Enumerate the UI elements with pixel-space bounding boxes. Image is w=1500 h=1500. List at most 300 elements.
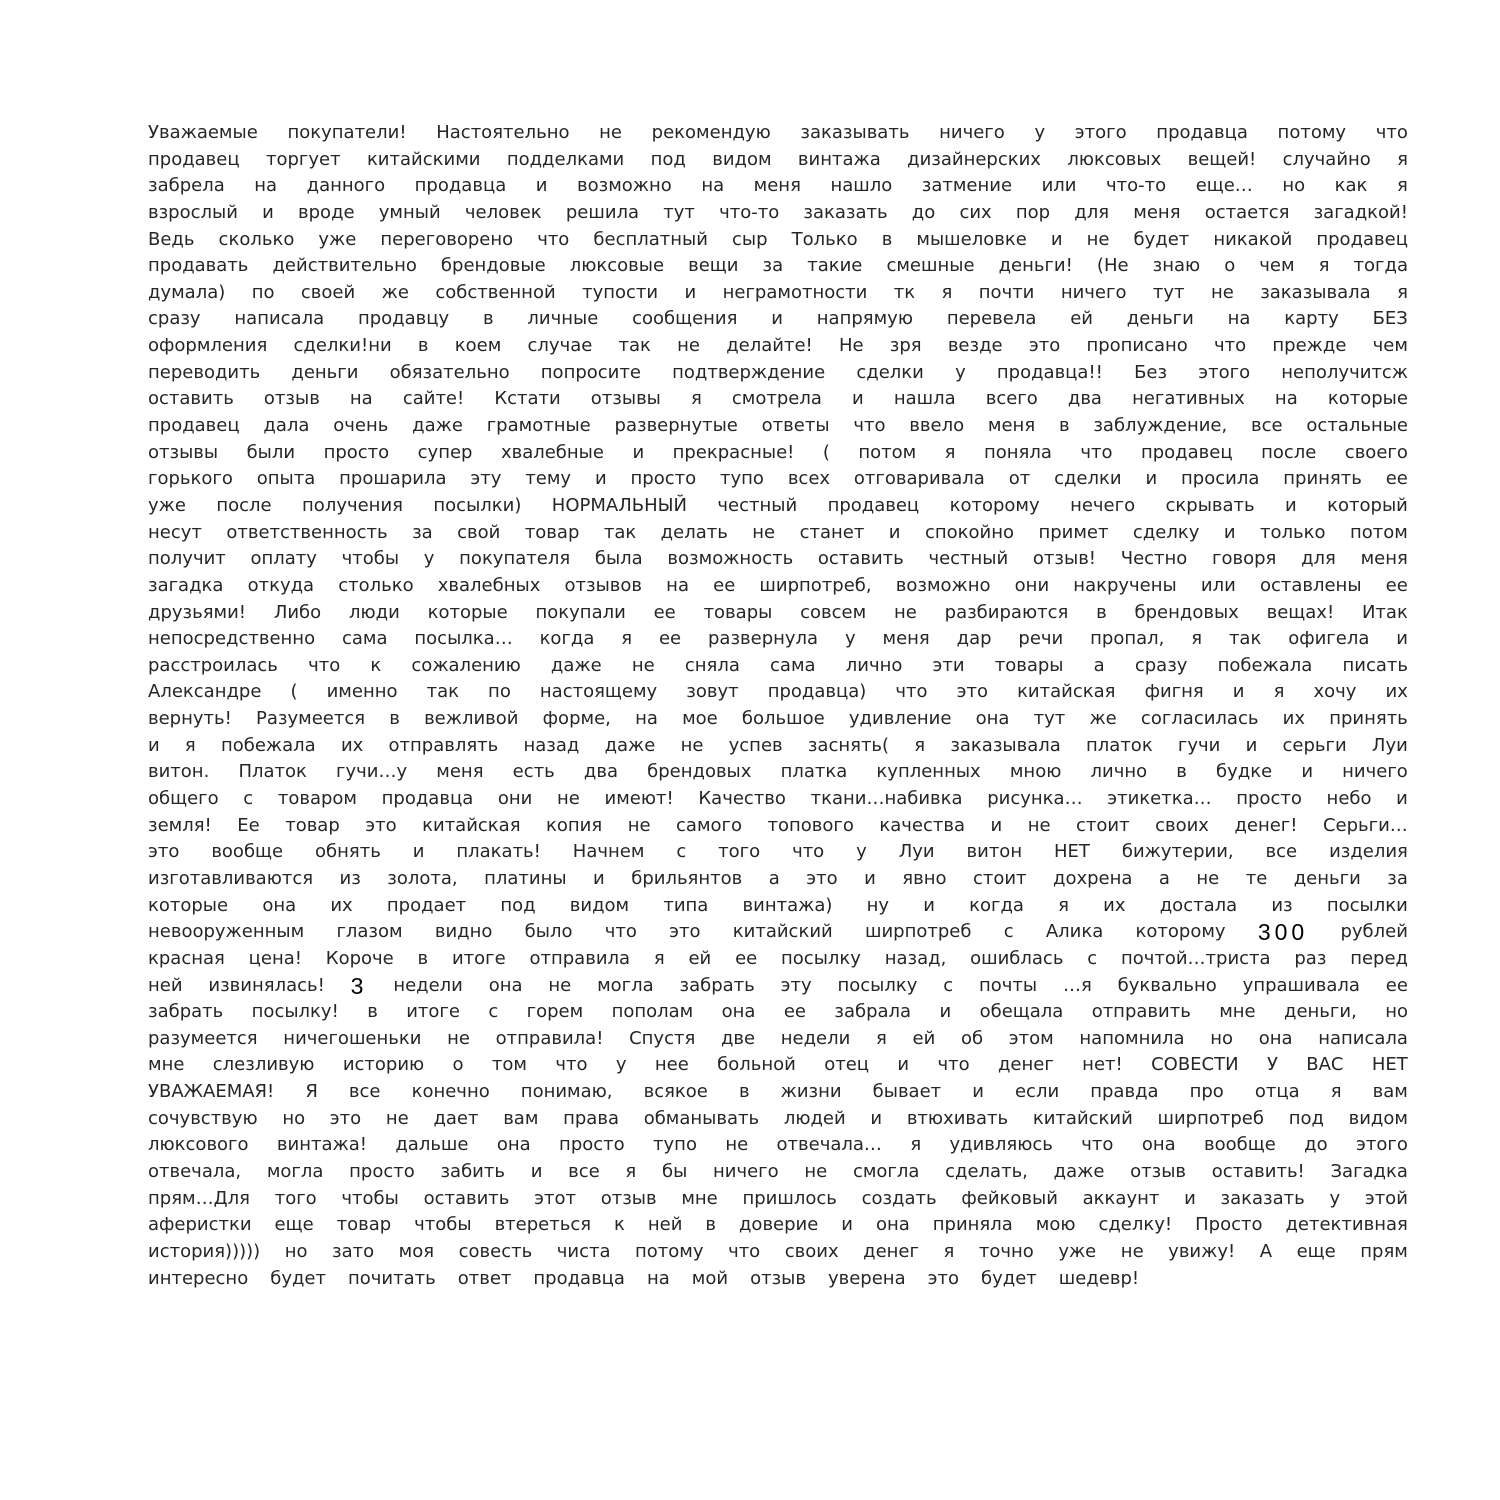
word: чтобы	[414, 1214, 472, 1236]
text-line	[148, 520, 1408, 547]
word: люксовые	[569, 255, 665, 277]
word: и	[530, 1160, 543, 1182]
word: НОРМАЛЬНЫЙ	[551, 494, 687, 516]
word: развернула	[708, 628, 819, 650]
word: упрашивала	[1242, 974, 1360, 996]
word: хочу	[1313, 681, 1357, 703]
text-line	[148, 893, 1408, 920]
word: продает	[386, 894, 467, 916]
word: которые	[1327, 388, 1408, 410]
word: тут	[663, 201, 695, 223]
word: с	[1087, 947, 1098, 969]
word: именно	[326, 681, 398, 703]
word: отвечала,	[148, 1160, 242, 1182]
word: пришлось	[742, 1187, 837, 1209]
word: напомнила	[1079, 1027, 1185, 1049]
word: мое	[682, 708, 718, 730]
word: сих	[959, 201, 992, 223]
word: я	[944, 441, 956, 463]
word: достала	[1159, 894, 1238, 916]
word: аккаунт	[1082, 1187, 1160, 1209]
word: я	[1330, 1081, 1342, 1103]
word: на	[635, 708, 658, 730]
word: сочувствую	[148, 1107, 258, 1129]
word: товар	[285, 814, 340, 836]
word: продавца	[381, 788, 474, 810]
word: хвалебные	[500, 441, 604, 463]
word: настоящему	[539, 681, 658, 703]
word: даже	[1053, 1160, 1105, 1182]
word: заказывала	[1260, 281, 1371, 303]
word: китайский	[1032, 1107, 1133, 1129]
word: сама	[770, 654, 816, 676]
word: Серьги…	[1322, 814, 1408, 836]
word: всего	[985, 388, 1038, 410]
word: возможно	[577, 175, 672, 197]
word: покупали	[535, 601, 626, 623]
word: все	[348, 1081, 381, 1103]
word: Уважаемые	[148, 122, 258, 143]
word: бывает	[872, 1081, 942, 1103]
word: их	[1282, 708, 1306, 730]
word: отправила!	[495, 1027, 604, 1049]
word: витон.	[148, 761, 210, 783]
word: слезливую	[212, 1054, 315, 1076]
word: увижу!	[1168, 1240, 1236, 1262]
word: я	[184, 734, 196, 756]
word: видом	[712, 148, 772, 170]
word: что	[604, 921, 637, 943]
word: же	[1089, 708, 1117, 730]
word: не	[680, 734, 704, 756]
word: продавца	[414, 175, 507, 197]
text-line	[148, 973, 1408, 1000]
word: что	[853, 415, 886, 437]
text-line	[148, 1186, 1408, 1213]
word: те	[1245, 867, 1268, 889]
word: посылку	[781, 947, 861, 969]
word: Качество	[698, 788, 786, 810]
word: написала	[234, 308, 325, 330]
word: создать	[861, 1187, 937, 1209]
word: умный	[378, 201, 441, 223]
word: подделками	[506, 148, 625, 170]
word: ее	[658, 628, 682, 650]
word: я	[1273, 681, 1285, 703]
word: удивление	[848, 708, 952, 730]
word: и	[1245, 734, 1258, 756]
word: у	[423, 548, 435, 570]
word: Кстати	[494, 388, 561, 410]
word: я	[943, 1240, 955, 1262]
word: земля!	[148, 814, 212, 836]
word: оставить	[423, 1187, 510, 1209]
word: Либо	[273, 601, 322, 623]
word: и	[1396, 788, 1408, 810]
word: сняла	[684, 654, 740, 676]
word: удивляюсь	[949, 1134, 1053, 1156]
word: сделки	[1054, 468, 1122, 490]
word: БЕЗ	[1372, 308, 1408, 330]
word: а	[1093, 654, 1105, 676]
word: рекомендую	[651, 122, 771, 143]
word: приняла	[932, 1214, 1013, 1236]
word: отговаривала	[853, 468, 985, 490]
word: вроде	[298, 201, 355, 223]
word: (Не	[1096, 255, 1129, 277]
word: сколько	[218, 228, 295, 250]
word: зовут	[686, 681, 739, 703]
text-line	[148, 813, 1408, 840]
word: деньги!	[998, 255, 1073, 277]
word: все	[568, 1160, 600, 1182]
text-line	[148, 786, 1408, 813]
word: ее	[653, 601, 676, 623]
word: оплату	[250, 548, 317, 570]
word: уже	[1058, 1240, 1097, 1262]
word: рисунка…	[987, 788, 1083, 810]
word: получения	[302, 494, 403, 516]
word: и	[897, 1054, 910, 1076]
word: будке	[1216, 761, 1273, 783]
word: и	[684, 281, 697, 303]
word: у	[955, 361, 966, 383]
word: что	[1080, 441, 1113, 463]
word: забрела	[148, 175, 225, 197]
word: за	[1387, 867, 1408, 889]
word: личные	[527, 308, 599, 330]
word: в	[367, 1001, 378, 1023]
word: ничего	[1342, 761, 1408, 783]
word: меня	[753, 175, 801, 197]
word: это	[1028, 335, 1061, 357]
word: отзыв	[750, 1267, 806, 1289]
word: которые	[148, 894, 229, 916]
word: 300	[1257, 919, 1309, 946]
word: два	[583, 761, 618, 783]
word: что	[1081, 1134, 1114, 1156]
word: побежала	[1217, 654, 1313, 676]
word: гучи…у	[336, 761, 408, 783]
word: непосредственно	[148, 628, 316, 650]
word: и	[1223, 521, 1236, 543]
word: на	[254, 175, 278, 197]
word: обещала	[979, 1001, 1064, 1023]
word: я	[941, 281, 953, 303]
word: очень	[333, 415, 389, 437]
word: за	[762, 255, 784, 277]
word: остается	[1204, 201, 1290, 223]
word: я	[690, 388, 702, 410]
word: своих	[784, 1240, 839, 1262]
word: продавец	[148, 415, 240, 437]
word: что	[1214, 335, 1247, 357]
word: ее	[783, 1001, 806, 1023]
word: Загадка	[1330, 1160, 1408, 1182]
word: понимаю,	[520, 1081, 613, 1103]
word: их	[330, 894, 353, 916]
word: оставить	[817, 548, 904, 570]
word: чем	[1372, 335, 1408, 357]
word: отправлять	[388, 734, 499, 756]
word: винтажа!	[276, 1134, 367, 1156]
word: и	[1285, 494, 1297, 516]
word: она	[721, 1001, 756, 1023]
word: пропал,	[1090, 628, 1165, 650]
word: горем	[526, 1001, 584, 1023]
word: ей	[1070, 308, 1093, 330]
word: успев	[728, 734, 783, 756]
word: заказать	[803, 201, 888, 223]
word: прекрасные!	[672, 441, 795, 463]
word: пополам	[611, 1001, 694, 1023]
word: заказывать	[800, 122, 910, 143]
word: речи	[1018, 628, 1064, 650]
word: коем	[454, 335, 502, 357]
word: детективная	[1285, 1214, 1408, 1236]
word: человек	[464, 201, 542, 223]
word: отправить	[1091, 1001, 1191, 1023]
word: в	[738, 1081, 750, 1103]
word: люксового	[148, 1134, 249, 1156]
word: ввело	[909, 415, 965, 437]
word: по	[251, 281, 275, 303]
word: их	[1103, 894, 1126, 916]
word: ошиблась	[970, 947, 1064, 969]
word: покупатели!	[287, 122, 407, 143]
text-line	[148, 706, 1408, 733]
word: китайская	[422, 814, 521, 836]
word: что-то	[719, 201, 780, 223]
word: деньги	[1293, 867, 1361, 889]
word: разумеется	[148, 1027, 258, 1049]
word: нее	[654, 1054, 689, 1076]
word: заснять(	[807, 734, 890, 756]
word: оставить!	[1211, 1160, 1305, 1182]
word: типа	[663, 894, 709, 916]
word: фейковый	[961, 1187, 1058, 1209]
word: потому	[1277, 122, 1347, 143]
word: китайскими	[366, 148, 481, 170]
word: Луи	[898, 841, 935, 863]
word: она	[262, 894, 297, 916]
word: забрала	[834, 1001, 912, 1023]
word: могла	[597, 974, 654, 996]
word: и	[771, 308, 783, 330]
word: ей	[688, 947, 712, 969]
word: дала	[263, 415, 310, 437]
word: мою	[1035, 1214, 1076, 1236]
word: отзыв	[600, 1187, 657, 1209]
word: только	[1259, 521, 1326, 543]
word: столько	[338, 574, 414, 596]
word: дизайнерских	[907, 148, 1041, 170]
word: цена!	[248, 947, 302, 969]
word: будет	[270, 1267, 326, 1289]
word: перед	[1350, 947, 1408, 969]
word: к	[614, 1214, 625, 1236]
word: о	[1224, 255, 1236, 277]
word: и	[870, 1107, 883, 1129]
word: продавца	[533, 1267, 625, 1289]
word: что	[792, 841, 825, 863]
word: негативных	[1132, 388, 1245, 410]
word: товары	[703, 601, 773, 623]
word: эту	[780, 974, 812, 996]
word: точно	[978, 1240, 1034, 1262]
word: потом	[858, 441, 917, 463]
word: продавец	[1316, 228, 1408, 250]
word: они	[497, 788, 533, 810]
word: в	[417, 335, 429, 357]
word: серьги	[1282, 734, 1347, 756]
word: будет	[1133, 228, 1190, 250]
word: Настоятельно	[436, 122, 570, 143]
word: чтобы	[341, 548, 400, 570]
word: даже	[550, 654, 602, 676]
word: с	[243, 788, 254, 810]
word: и	[262, 201, 274, 223]
word: думала)	[148, 281, 226, 303]
word: винтажа)	[742, 894, 833, 916]
word: аферистки	[148, 1214, 252, 1236]
word: посылку	[837, 974, 918, 996]
word: так	[618, 335, 651, 357]
word: вообще	[211, 841, 284, 863]
word: дохрена	[1053, 867, 1133, 889]
word: зато	[332, 1240, 375, 1262]
word: вернуть!	[148, 708, 232, 730]
text-line	[148, 1052, 1408, 1079]
word: не	[677, 335, 700, 357]
word: не	[752, 521, 776, 543]
word: ответственность	[226, 521, 388, 543]
word: еще	[274, 1214, 314, 1236]
word: что	[308, 654, 341, 676]
word: под	[1288, 1107, 1324, 1129]
word: решила	[565, 201, 640, 223]
word: а	[1158, 867, 1170, 889]
word: я	[653, 947, 665, 969]
word: на	[1227, 308, 1251, 330]
word: этом	[1008, 1027, 1054, 1049]
word: загадка	[148, 574, 224, 596]
word: У	[1266, 1054, 1278, 1076]
word: два	[1067, 388, 1102, 410]
word: и	[1184, 1187, 1196, 1209]
word: втюхивать	[906, 1107, 1009, 1129]
word: продавец	[148, 148, 240, 170]
word: люди	[348, 601, 400, 623]
word: товаром	[277, 788, 357, 810]
word: затмение	[921, 175, 1013, 197]
word: этого	[1355, 1134, 1408, 1156]
word: забрать	[148, 1001, 224, 1023]
text-line	[148, 839, 1408, 866]
word: до	[911, 201, 936, 223]
word: когда	[539, 628, 595, 650]
word: ней	[647, 1214, 683, 1236]
word: не	[385, 1107, 409, 1129]
word: когда	[969, 894, 1024, 916]
word: брендовые	[440, 255, 546, 277]
word: она	[875, 1214, 910, 1236]
word: переговорено	[380, 228, 514, 250]
word: фигня	[1144, 681, 1204, 703]
word: потому	[635, 1240, 704, 1262]
word: тупо	[653, 1134, 697, 1156]
word: обнять	[315, 841, 381, 863]
text-line	[148, 733, 1408, 760]
word: в	[881, 228, 893, 250]
word: так	[603, 521, 637, 543]
word: тему	[525, 468, 572, 490]
word: платок	[1086, 734, 1153, 756]
word: зря	[889, 335, 922, 357]
word: принять	[1283, 468, 1362, 490]
word: накручены	[1073, 574, 1177, 596]
word: не	[1120, 1240, 1144, 1262]
word: Ее	[237, 814, 260, 836]
text-line	[148, 1159, 1408, 1186]
word: не	[804, 1160, 828, 1182]
text-line	[148, 679, 1408, 706]
word: деньги	[291, 361, 359, 383]
word: этот	[534, 1187, 576, 1209]
word: имеют!	[604, 788, 674, 810]
word: своего	[1344, 441, 1408, 463]
word: назад	[523, 734, 580, 756]
word: глазом	[336, 921, 403, 943]
word: возможно	[895, 574, 991, 596]
word: своих	[1155, 814, 1209, 836]
word: сразу	[1134, 654, 1188, 676]
word: явно	[902, 867, 947, 889]
word: покупателя	[459, 548, 571, 570]
word: тк	[893, 281, 916, 303]
word: забить	[440, 1160, 505, 1182]
word: несут	[148, 521, 202, 543]
word: заказать	[1220, 1187, 1305, 1209]
word: она	[1258, 1027, 1293, 1049]
word: это	[365, 814, 397, 836]
word: которые	[427, 601, 508, 623]
word: прописано	[1086, 335, 1188, 357]
word: Честно	[1120, 548, 1188, 570]
word: том	[491, 1054, 527, 1076]
word: отца	[1254, 1081, 1300, 1103]
word: если	[1014, 1081, 1060, 1103]
word: но	[1210, 1027, 1234, 1049]
word: эти	[932, 654, 965, 676]
word: ширпотреб	[1157, 1107, 1264, 1129]
word: заблуждение,	[1093, 415, 1228, 437]
word: могла	[266, 1160, 324, 1182]
word: и	[852, 388, 864, 410]
word: итоге	[406, 1001, 460, 1023]
word: тупости	[582, 281, 659, 303]
word: не	[627, 814, 651, 836]
text-line	[148, 413, 1408, 440]
word: это	[927, 1267, 959, 1289]
word: винтажа	[797, 148, 881, 170]
word: их	[340, 734, 364, 756]
word: прям…Для	[148, 1187, 250, 1209]
word: не	[1086, 228, 1110, 250]
word: сразу	[148, 308, 201, 330]
word: горького	[148, 468, 233, 490]
word: продавца	[1156, 122, 1248, 143]
